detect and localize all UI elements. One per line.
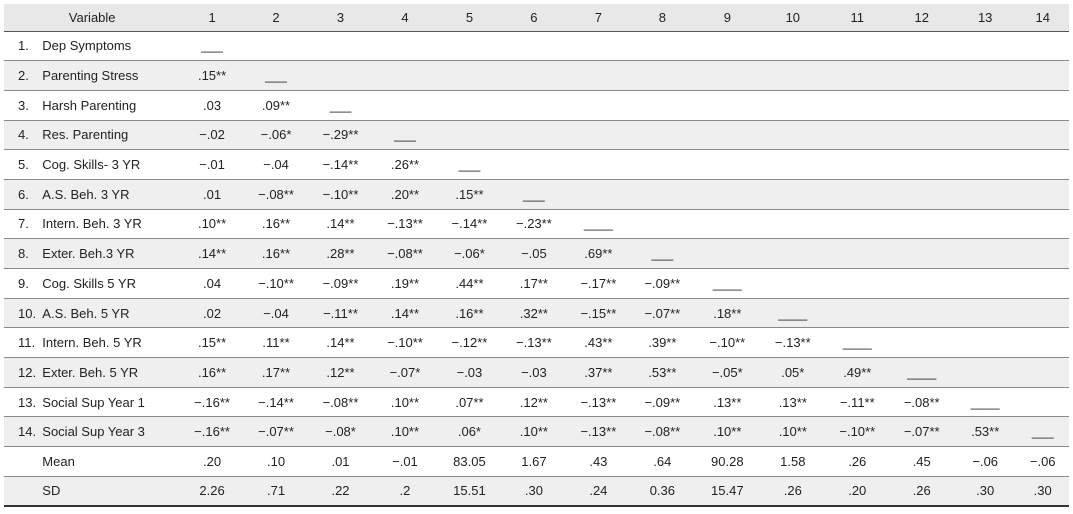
cell-value: .07** (437, 387, 501, 417)
cell-value (437, 120, 501, 150)
variable-name: SD (42, 476, 180, 506)
cell-value (761, 120, 825, 150)
row-number (4, 476, 42, 506)
cell-value: −.03 (502, 358, 566, 388)
cell-value (1016, 328, 1069, 358)
variable-name: Mean (42, 447, 180, 477)
cell-value: .11** (244, 328, 308, 358)
cell-value: .30 (954, 476, 1016, 506)
cell-value: −.01 (180, 150, 243, 180)
cell-value (890, 269, 954, 299)
cell-value: 1.67 (502, 447, 566, 477)
cell-value (1016, 120, 1069, 150)
column-header-14: 14 (1016, 4, 1069, 31)
cell-value (825, 269, 889, 299)
cell-value: .30 (502, 476, 566, 506)
cell-value: .30 (1016, 476, 1069, 506)
cell-value: −.14** (437, 209, 501, 239)
row-number: 7. (4, 209, 42, 239)
cell-value: ___ (308, 90, 372, 120)
cell-value: −.06* (244, 120, 308, 150)
variable-name: Social Sup Year 3 (42, 417, 180, 447)
cell-value: −.09** (631, 387, 694, 417)
cell-value: .10** (502, 417, 566, 447)
cell-value: .06* (437, 417, 501, 447)
cell-value: −.12** (437, 328, 501, 358)
cell-value (890, 179, 954, 209)
cell-value: .17** (244, 358, 308, 388)
cell-value: −.11** (308, 298, 372, 328)
cell-value: .03 (180, 90, 243, 120)
cell-value: −.08** (631, 417, 694, 447)
row-number: 11. (4, 328, 42, 358)
cell-value: .10** (761, 417, 825, 447)
cell-value: .02 (180, 298, 243, 328)
column-header-12: 12 (890, 4, 954, 31)
table-row (4, 417, 1069, 447)
cell-value (244, 31, 308, 61)
cell-value: −.08** (244, 179, 308, 209)
row-number: 9. (4, 269, 42, 299)
cell-value: .53** (954, 417, 1016, 447)
cell-value: ___ (631, 239, 694, 269)
cell-value (1016, 61, 1069, 91)
cell-value: .12** (502, 387, 566, 417)
cell-value: .37** (566, 358, 630, 388)
cell-value: −.05* (694, 358, 760, 388)
cell-value: −.07** (244, 417, 308, 447)
cell-value (954, 150, 1016, 180)
cell-value (825, 239, 889, 269)
column-header-3: 3 (308, 4, 372, 31)
cell-value (1016, 90, 1069, 120)
row-number: 5. (4, 150, 42, 180)
table-header-row (4, 4, 1069, 31)
cell-value: −.13** (566, 417, 630, 447)
cell-value: .01 (308, 447, 372, 477)
cell-value: ___ (437, 150, 501, 180)
cell-value (890, 328, 954, 358)
cell-value: .04 (180, 269, 243, 299)
cell-value: .14** (308, 209, 372, 239)
column-header-7: 7 (566, 4, 630, 31)
column-header-9: 9 (694, 4, 760, 31)
cell-value: ____ (761, 298, 825, 328)
cell-value: .19** (373, 269, 437, 299)
cell-value: ____ (694, 269, 760, 299)
cell-value (890, 61, 954, 91)
cell-value (694, 239, 760, 269)
cell-value: ____ (566, 209, 630, 239)
cell-value (1016, 31, 1069, 61)
row-number: 4. (4, 120, 42, 150)
cell-value (761, 150, 825, 180)
variable-name: A.S. Beh. 5 YR (42, 298, 180, 328)
cell-value: .26 (890, 476, 954, 506)
cell-value (825, 298, 889, 328)
variable-name: Intern. Beh. 3 YR (42, 209, 180, 239)
cell-value (761, 61, 825, 91)
table-row (4, 90, 1069, 120)
variable-name: Exter. Beh.3 YR (42, 239, 180, 269)
cell-value: .13** (761, 387, 825, 417)
cell-value: −.10** (825, 417, 889, 447)
variable-name: Parenting Stress (42, 61, 180, 91)
cell-value (890, 31, 954, 61)
cell-value: .10 (244, 447, 308, 477)
cell-value: .26** (373, 150, 437, 180)
cell-value: −.05 (502, 239, 566, 269)
cell-value (954, 179, 1016, 209)
cell-value: −.08** (308, 387, 372, 417)
cell-value: .43 (566, 447, 630, 477)
cell-value: −.13** (761, 328, 825, 358)
cell-value: .43** (566, 328, 630, 358)
cell-value: −.23** (502, 209, 566, 239)
cell-value: −.07** (890, 417, 954, 447)
cell-value: .14** (308, 328, 372, 358)
cell-value: .15** (437, 179, 501, 209)
cell-value: .16** (180, 358, 243, 388)
cell-value: −.06* (437, 239, 501, 269)
correlation-table (4, 4, 1069, 507)
cell-value: −.07** (631, 298, 694, 328)
cell-value: −.10** (373, 328, 437, 358)
cell-value: .13** (694, 387, 760, 417)
table-row (4, 150, 1069, 180)
cell-value: .10** (180, 209, 243, 239)
cell-value (954, 358, 1016, 388)
variable-name: Dep Symptoms (42, 31, 180, 61)
cell-value (694, 31, 760, 61)
cell-value (761, 179, 825, 209)
cell-value: −.09** (631, 269, 694, 299)
cell-value (631, 31, 694, 61)
cell-value: −.17** (566, 269, 630, 299)
cell-value (566, 150, 630, 180)
cell-value: ___ (373, 120, 437, 150)
cell-value (954, 209, 1016, 239)
cell-value: .17** (502, 269, 566, 299)
cell-value: 83.05 (437, 447, 501, 477)
cell-value (566, 61, 630, 91)
cell-value: .14** (180, 239, 243, 269)
cell-value: .09** (244, 90, 308, 120)
column-header-5: 5 (437, 4, 501, 31)
cell-value: .49** (825, 358, 889, 388)
cell-value: −.29** (308, 120, 372, 150)
cell-value (761, 269, 825, 299)
cell-value: .10** (694, 417, 760, 447)
cell-value: .16** (244, 239, 308, 269)
cell-value (954, 269, 1016, 299)
cell-value: −.02 (180, 120, 243, 150)
cell-value: .10** (373, 387, 437, 417)
cell-value: 0.36 (631, 476, 694, 506)
table-row (4, 61, 1069, 91)
cell-value: −.16** (180, 417, 243, 447)
cell-value (631, 61, 694, 91)
cell-value: .15** (180, 61, 243, 91)
variable-name: Cog. Skills- 3 YR (42, 150, 180, 180)
column-header-10: 10 (761, 4, 825, 31)
row-number: 1. (4, 31, 42, 61)
cell-value (631, 150, 694, 180)
table-row (4, 387, 1069, 417)
column-header-1: 1 (180, 4, 243, 31)
cell-value: −.14** (244, 387, 308, 417)
table-row (4, 269, 1069, 299)
cell-value: −.13** (373, 209, 437, 239)
cell-value (502, 31, 566, 61)
column-header-2: 2 (244, 4, 308, 31)
cell-value (825, 209, 889, 239)
column-header-8: 8 (631, 4, 694, 31)
cell-value (761, 90, 825, 120)
row-number: 10. (4, 298, 42, 328)
cell-value: .64 (631, 447, 694, 477)
cell-value (694, 90, 760, 120)
cell-value: −.09** (308, 269, 372, 299)
cell-value: .12** (308, 358, 372, 388)
cell-value (502, 61, 566, 91)
variable-name: Harsh Parenting (42, 90, 180, 120)
cell-value (631, 179, 694, 209)
table-row (4, 358, 1069, 388)
cell-value (954, 120, 1016, 150)
table-row (4, 476, 1069, 506)
table-row (4, 447, 1069, 477)
cell-value: .01 (180, 179, 243, 209)
cell-value: ___ (180, 31, 243, 61)
cell-value: −.16** (180, 387, 243, 417)
column-header-6: 6 (502, 4, 566, 31)
cell-value (1016, 239, 1069, 269)
cell-value: .20 (825, 476, 889, 506)
table-body (4, 31, 1069, 506)
cell-value: .39** (631, 328, 694, 358)
cell-value (954, 61, 1016, 91)
row-number: 13. (4, 387, 42, 417)
table-row (4, 120, 1069, 150)
cell-value (631, 90, 694, 120)
table-row (4, 179, 1069, 209)
cell-value (825, 120, 889, 150)
cell-value (437, 31, 501, 61)
cell-value: .53** (631, 358, 694, 388)
cell-value: ___ (244, 61, 308, 91)
cell-value: .71 (244, 476, 308, 506)
cell-value (890, 209, 954, 239)
cell-value (890, 150, 954, 180)
cell-value (954, 298, 1016, 328)
cell-value: .44** (437, 269, 501, 299)
variable-name: Res. Parenting (42, 120, 180, 150)
cell-value (694, 209, 760, 239)
cell-value (631, 120, 694, 150)
cell-value: .14** (373, 298, 437, 328)
cell-value: −.04 (244, 298, 308, 328)
cell-value (566, 90, 630, 120)
cell-value (437, 61, 501, 91)
cell-value (694, 120, 760, 150)
column-header-4: 4 (373, 4, 437, 31)
cell-value: .05* (761, 358, 825, 388)
cell-value: 15.47 (694, 476, 760, 506)
cell-value (825, 150, 889, 180)
cell-value (1016, 387, 1069, 417)
cell-value: .18** (694, 298, 760, 328)
variable-column-header: Variable (4, 4, 180, 31)
cell-value: 1.58 (761, 447, 825, 477)
cell-value (437, 90, 501, 120)
cell-value: −.13** (566, 387, 630, 417)
cell-value (890, 239, 954, 269)
cell-value: .26 (825, 447, 889, 477)
cell-value: −.08** (373, 239, 437, 269)
cell-value (825, 90, 889, 120)
cell-value (954, 31, 1016, 61)
cell-value: −.14** (308, 150, 372, 180)
table-row (4, 328, 1069, 358)
cell-value (373, 61, 437, 91)
row-number: 6. (4, 179, 42, 209)
cell-value: ____ (890, 358, 954, 388)
cell-value: −.11** (825, 387, 889, 417)
cell-value: .26 (761, 476, 825, 506)
cell-value (502, 150, 566, 180)
cell-value (1016, 358, 1069, 388)
cell-value: ___ (502, 179, 566, 209)
cell-value: .15** (180, 328, 243, 358)
cell-value (954, 239, 1016, 269)
cell-value (890, 298, 954, 328)
cell-value (694, 150, 760, 180)
cell-value (890, 90, 954, 120)
table-row (4, 209, 1069, 239)
cell-value: −.07* (373, 358, 437, 388)
cell-value: 90.28 (694, 447, 760, 477)
cell-value: .20 (180, 447, 243, 477)
row-number: 2. (4, 61, 42, 91)
cell-value (694, 179, 760, 209)
cell-value (1016, 298, 1069, 328)
cell-value: 15.51 (437, 476, 501, 506)
cell-value: .22 (308, 476, 372, 506)
cell-value (825, 179, 889, 209)
table-row (4, 31, 1069, 61)
cell-value: .20** (373, 179, 437, 209)
variable-name: Cog. Skills 5 YR (42, 269, 180, 299)
cell-value: .16** (437, 298, 501, 328)
column-header-13: 13 (954, 4, 1016, 31)
cell-value: .2 (373, 476, 437, 506)
cell-value: −.04 (244, 150, 308, 180)
cell-value (1016, 209, 1069, 239)
cell-value: −.10** (244, 269, 308, 299)
row-number: 14. (4, 417, 42, 447)
cell-value (825, 61, 889, 91)
cell-value (308, 61, 372, 91)
table-row (4, 298, 1069, 328)
cell-value: −.08** (890, 387, 954, 417)
cell-value: −.01 (373, 447, 437, 477)
cell-value: ____ (825, 328, 889, 358)
cell-value (761, 31, 825, 61)
cell-value: .45 (890, 447, 954, 477)
cell-value (566, 179, 630, 209)
cell-value: ___ (1016, 417, 1069, 447)
column-header-11: 11 (825, 4, 889, 31)
cell-value (1016, 179, 1069, 209)
cell-value (825, 31, 889, 61)
cell-value (954, 90, 1016, 120)
cell-value (373, 90, 437, 120)
cell-value: −.03 (437, 358, 501, 388)
cell-value (502, 90, 566, 120)
variable-name: Intern. Beh. 5 YR (42, 328, 180, 358)
cell-value: 2.26 (180, 476, 243, 506)
cell-value: .69** (566, 239, 630, 269)
row-number: 12. (4, 358, 42, 388)
cell-value (954, 328, 1016, 358)
cell-value: −.15** (566, 298, 630, 328)
cell-value (631, 209, 694, 239)
cell-value (890, 120, 954, 150)
cell-value (502, 120, 566, 150)
cell-value (308, 31, 372, 61)
variable-name: A.S. Beh. 3 YR (42, 179, 180, 209)
cell-value: −.13** (502, 328, 566, 358)
row-number (4, 447, 42, 477)
variable-name: Social Sup Year 1 (42, 387, 180, 417)
cell-value (761, 239, 825, 269)
cell-value: −.06 (954, 447, 1016, 477)
cell-value (694, 61, 760, 91)
cell-value: ____ (954, 387, 1016, 417)
table-row (4, 239, 1069, 269)
cell-value: .10** (373, 417, 437, 447)
cell-value (761, 209, 825, 239)
cell-value: .32** (502, 298, 566, 328)
cell-value (1016, 150, 1069, 180)
cell-value: .28** (308, 239, 372, 269)
cell-value: .16** (244, 209, 308, 239)
row-number: 8. (4, 239, 42, 269)
cell-value (566, 120, 630, 150)
cell-value: −.10** (308, 179, 372, 209)
row-number: 3. (4, 90, 42, 120)
cell-value: .24 (566, 476, 630, 506)
variable-name: Exter. Beh. 5 YR (42, 358, 180, 388)
cell-value: −.10** (694, 328, 760, 358)
cell-value (566, 31, 630, 61)
cell-value: −.06 (1016, 447, 1069, 477)
cell-value (373, 31, 437, 61)
cell-value (1016, 269, 1069, 299)
cell-value: −.08* (308, 417, 372, 447)
